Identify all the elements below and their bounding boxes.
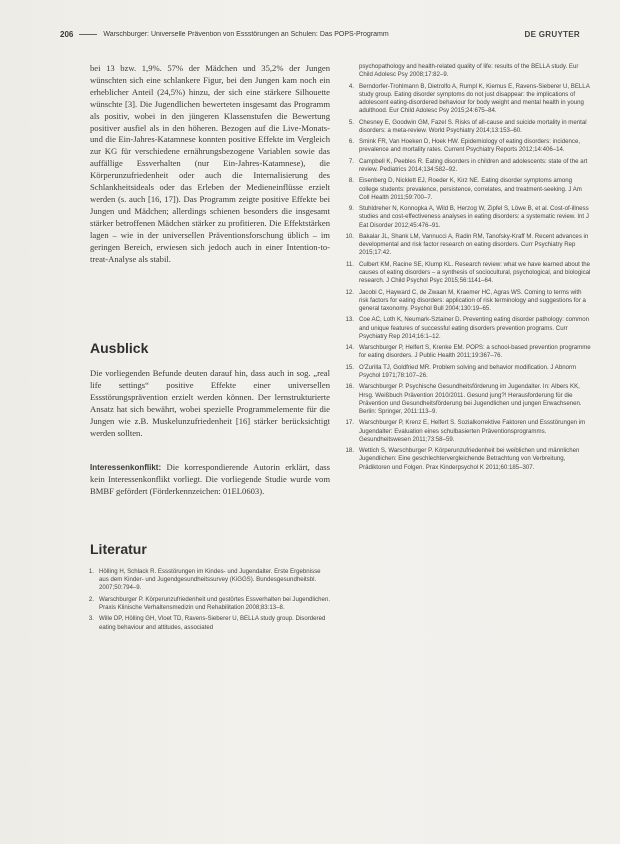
reference-number: 1.: [88, 568, 94, 575]
reference-item: [340, 233, 592, 258]
body-paragraph: bei 13 bzw. 1,9%. 57% der Mädchen und 35,2% der Jungen wünschten sich eine schlankere Figur, bei den Jungen kam noch ein erheblicher Anteil (24,5%) hinzu, der sich eine stärkere Silhouette wünschte [3]. Die Jugendlichen bewerteten insgesamt das Programm als positiv, wobei in den jüngeren Klassenstufen die Bewertung positiver ausfiel als in den höheren. Bezogen auf die Live-Monats- und die Ein-Jahres-Katamnese konnten positive Effekte im Vergleich zur KG für verschiedene ernährungsbezogene Variablen sowie das auffällige Essverhalten (nur Ein-Jahres-Katamnese), die Körperunzufriedenheit oder auch die Internalisierung des Schlankheitsideals oder das Erleben der Medieneinflüsse erzielt werden (s. auch [16, 17]). Das Programm zeigte positive Effekte bei Jungen und Mädchen; allerdings schienen besonders die insgesamt stärker betroffenen Mädchen stärker zu profitieren. Die Effektstärken lagen – wie in der universellen Präventionsforschung üblich – im geringen Bereich, erwiesen sich jedoch auch in einer Intention-to-treat-Analyse als stabil.: [90, 63, 330, 264]
reference-text: Smink FR, Van Hoeken D, Hoek HW. Epidemiology of eating disorders: incidence, prevalence and mortality rates. Current Psychiatry Reports 2012;14:406–14.: [359, 138, 581, 154]
reference-number: 4.: [348, 82, 354, 90]
reference-text: Jacobi C, Hayward C, de Zwaan M, Kraemer HC, Agras WS. Coming to terms with risk factors for eating disorders: application of risk terminology and suggestions for a general taxonomy. Psychol Bull 2004;130:19–65.: [359, 288, 586, 312]
reference-number: 13.: [345, 316, 354, 324]
reference-text: Coe AC, Loth K, Neumark-Sztainer D. Preventing eating disorder pathology: common and unique features of successful eating disorders prevention programs. Curr Psychiatry Rep 2014;16:1–12.: [359, 316, 589, 340]
running-header: [60, 28, 580, 40]
reference-text: Wettich S, Warschburger P. Körperunzufriedenheit bei weiblichen und männlichen Jugendlichen: Eine geschlechtervergleichende Betrachtung von Verbreitung, Prädiktoren und Folgen. Prax Kinderpsychol K 2011;60:185–307.: [359, 447, 580, 471]
conflict-of-interest: [90, 462, 330, 498]
reference-number: 14.: [345, 344, 354, 352]
reference-item: [340, 447, 592, 472]
reference-number: 8.: [348, 177, 354, 185]
reference-text: Eisenberg D, Nicklett EJ, Roeder K, Kirz NE. Eating disorder symptoms among college students: prevalence, persistence, correlates, and treatment-seeking. J Am Coll Health 2011;59:700–7.: [359, 177, 582, 201]
page-number: 206: [60, 29, 74, 39]
reference-text: Wille DP, Hölling GH, Vloet TD, Ravens-Sieberer U, BELLA study group. Disordered eating behaviour and attitudes, associated: [99, 615, 326, 631]
reference-text: O'Zurilla TJ, Goldfried MR. Problem solving and behavior modification. J Abnorm Psychol 1971;78:107–26.: [359, 363, 577, 379]
reference-number: [340, 63, 359, 79]
reference-number: 9.: [348, 205, 354, 213]
reference-item: [340, 205, 592, 230]
reference-text: Warschburger P, Krenz E, Helfert S. Sozialkorrektive Faktoren und Essstörungen im Jugendalter: Evaluation eines schulbasierten Präventionsprogramms. Gesundheitswesen 2011;73:58–59.: [359, 419, 586, 443]
reference-text: psychopathology and health-related quality of life: results of the BELLA study. Eur Child Adolesc Psy 2008;17:82–9.: [359, 63, 579, 79]
reference-item: [340, 158, 592, 174]
reference-item: [340, 419, 592, 444]
header-rule: [79, 34, 97, 35]
reference-item: [340, 364, 592, 380]
reference-text: Culbert KM, Racine SE, Klump KL. Research review: what we have learned about the causes of eating disorders – a synthesis of sociocultural, psychological, and biological research. J Child Psychol Psyc 2015;56:1141–64.: [359, 260, 591, 285]
reference-number: 12.: [345, 288, 354, 296]
reference-number: 2.: [88, 595, 94, 603]
ausblick-paragraph: Die vorliegenden Befunde deuten darauf hin, dass auch in sog. „real life settings“ positive Effekte einer universellen Essstörungsprävention erzielt werden können. Der lernstrukturierte Ansatz hat sich bewährt, wobei spezielle Programmelemente für die Jungen wie z.B. Muskelunzufriedenheit [16] stärker berücksichtigt werden sollten.: [90, 368, 330, 438]
reference-item: [340, 316, 592, 341]
reference-item: [340, 383, 592, 416]
literatur-heading: Literatur: [90, 541, 147, 557]
reference-number: 10.: [345, 232, 354, 240]
reference-item: [82, 596, 332, 612]
reference-text: Warschburger P. Körperunzufriedenheit und gestörtes Essverhalten bei Jugendlichen. Praxis Klinische Verhaltensmedizin und Rehabilitation 2008;83:13–8.: [99, 595, 331, 611]
reference-item: [340, 63, 592, 79]
reference-number: 16.: [345, 383, 354, 391]
reference-text: Warschburger P. Psychische Gesundheitsförderung im Jugendalter. In: Albers KK, Hrsg. Weißbuch Prävention 2010/2011. Gesund jung?! Herausforderung für die Prävention und Gesundheitsförderung bei Jugendlichen und jungen Erwachsenen. Berlin: Springer, 2011:113–9.: [359, 383, 582, 415]
reference-item: [340, 119, 592, 135]
reference-text: Bakalar JL, Shank LM, Vannucci A, Radin RM, Tanofsky-Kraff M. Recent advances in developmental and risk factor research on eating disorders. Curr Psychiatry Rep 2015;17:42.: [359, 232, 589, 257]
reference-text: Warschburger P, Helfert S, Krenke EM. POPS: a school-based prevention programme for eating disorders. J Public Health 2011;19:367–76.: [359, 344, 591, 360]
publisher-logo: DE GRUYTER: [524, 29, 580, 39]
reference-text: Chesney E, Goodwin GM, Fazel S. Risks of all-cause and suicide mortality in mental disorders: a meta-review. World Psychiatry 2014;13:153–60.: [359, 118, 587, 134]
conflict-text: Die korrespondierende Autorin erklärt, dass kein Interessenkonflikt vorliegt. Die vorliegende Studie wurde vom BMBF gefördert (Förderkennzeichen: 01EL0603).: [90, 462, 330, 496]
reference-number: 6.: [348, 138, 354, 146]
reference-list-right: [340, 63, 592, 475]
reference-item: [82, 568, 332, 593]
reference-text: Campbell K, Peebles R. Eating disorders in children and adolescents: state of the art review. Pediatrics 2014;134:582–92.: [359, 157, 588, 173]
reference-number: 11.: [345, 260, 354, 268]
reference-text: Stuhldreher N, Konnopka A, Wild B, Herzog W, Zipfel S, Löwe B, et al. Cost-of-illness studies and cost-effectiveness analyses in eating disorders: a systematic review. Int J Eat Disorder 2012;45:476–91.: [359, 205, 589, 229]
reference-text: Berndorfer-Trohlmann B, Dietrolfo A, Rumpl K, Kiemus E, Ravens-Sieberer U, BELLA study group. Eating disorder symptoms do not just disappear: the implications of adolescent eating-disordered behaviour for body weight and mental health in young adulthood. Eur Child Adolesc Psy 2015;24:675–84.: [359, 82, 590, 115]
reference-number: 18.: [345, 447, 354, 455]
reference-item: [340, 138, 592, 154]
reference-number: 15.: [345, 363, 354, 371]
reference-item: [340, 261, 592, 286]
reference-item: [340, 344, 592, 360]
reference-item: [340, 177, 592, 202]
body-text: [90, 63, 330, 265]
conflict-label: Interessenkonflikt:: [90, 463, 162, 472]
running-title: Warschburger: Universelle Prävention von Essstörungen an Schulen: Das POPS-Programm: [103, 30, 389, 38]
reference-number: 7.: [348, 157, 354, 165]
reference-list-left: [82, 568, 332, 635]
reference-item: [340, 289, 592, 314]
reference-number: 5.: [348, 118, 354, 126]
ausblick-heading: Ausblick: [90, 340, 149, 356]
reference-item: [340, 83, 592, 116]
reference-number: 3.: [88, 615, 94, 623]
reference-text: Hölling H, Schlack R. Essstörungen im Kindes- und Jugendalter. Erste Ergebnisse aus dem Kinder- und Jugendgesundheitssurvey (KiGGS). Bundesgesundheitsbl. 2007;50:794–9.: [99, 568, 321, 592]
reference-number: 17.: [345, 419, 354, 427]
reference-item: [82, 615, 332, 631]
